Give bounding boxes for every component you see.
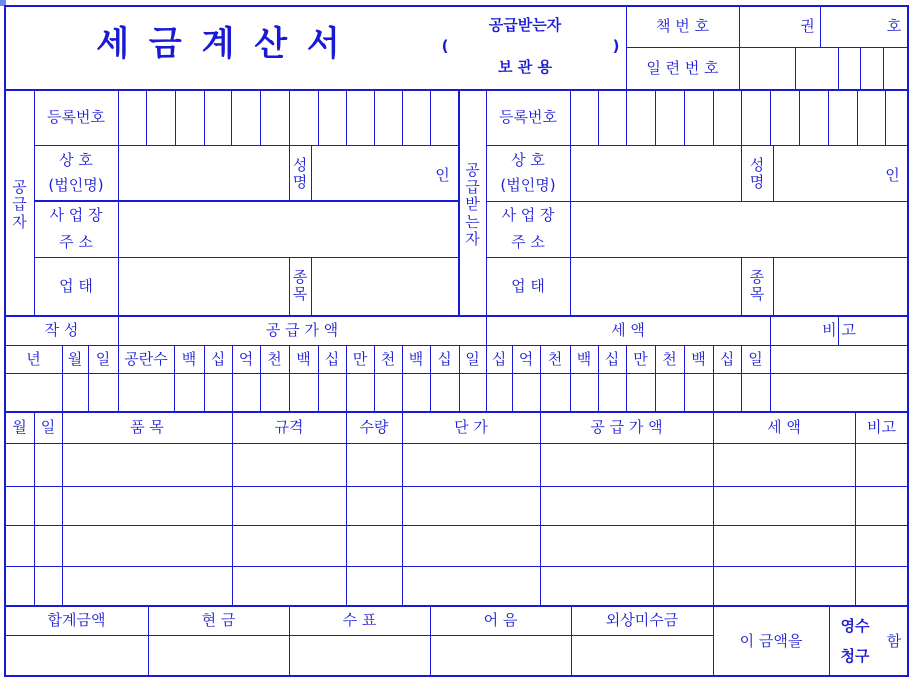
buyer-company-label-sub: (법인명): [500, 175, 556, 194]
column-line: [146, 90, 147, 145]
column-line: [204, 90, 205, 145]
item-header-5: 단 가: [454, 418, 488, 436]
buyer-address-label: 사 업 장: [501, 205, 555, 224]
supply-digit-2: 억: [238, 349, 254, 368]
supplier-company-label: 상 호: [59, 150, 93, 169]
total-header-3: 어 음: [483, 611, 518, 629]
rule-line: [34, 145, 459, 146]
supply-digit-0: 백: [181, 349, 197, 368]
date-col-1: 월: [67, 349, 83, 368]
item-header-8: 비고: [867, 418, 896, 436]
column-line: [713, 90, 714, 145]
item-header-0: 월: [12, 418, 27, 436]
outer-border-top: [4, 5, 909, 7]
column-line: [860, 47, 861, 90]
buyer-business-type-label: 업 태: [511, 277, 545, 295]
column-line: [883, 47, 884, 90]
tax-digit-0: 십: [491, 349, 507, 368]
supplier-business-item-label: 종 목: [292, 267, 308, 303]
tax-digit-7: 백: [691, 349, 706, 368]
column-line: [739, 6, 740, 90]
supply-digit-7: 천: [380, 349, 396, 368]
tax-digit-6: 천: [662, 349, 677, 368]
supplier-reg-no-label: 등록번호: [47, 108, 105, 126]
column-line: [231, 90, 232, 145]
receipt-label: 영수: [840, 616, 870, 635]
rule-line: [4, 566, 909, 567]
column-line: [346, 90, 347, 145]
item-header-7: 세 액: [767, 418, 801, 436]
rule-line: [486, 145, 909, 146]
column-line: [289, 90, 290, 145]
item-header-2: 품 목: [130, 418, 164, 436]
tax-digit-1: 억: [518, 349, 534, 368]
claim-label: 청구: [840, 646, 870, 665]
form-title: 세 금 계 산 서: [96, 24, 344, 64]
rule-line: [4, 373, 909, 374]
column-line: [118, 90, 119, 316]
supplier-name-label: 성 명: [292, 155, 308, 191]
column-line: [795, 47, 796, 90]
tax-digit-2: 천: [547, 349, 563, 368]
column-line: [374, 90, 375, 145]
supplier-address-label-sub: 주 소: [59, 232, 93, 251]
column-line: [741, 90, 742, 145]
column-line: [318, 90, 319, 145]
supply-digit-3: 천: [267, 349, 282, 368]
title-paren-open: (: [441, 36, 449, 55]
copy-type-bottom: 보 관 용: [498, 57, 552, 76]
buyer-company-label: 상 호: [511, 150, 545, 169]
column-line: [311, 257, 312, 316]
item-header-4: 수량: [359, 418, 389, 436]
buyer-seal-label: 인: [885, 165, 900, 184]
buyer-vertical-label: 공 급 받 는 자: [465, 160, 480, 248]
date-section-label: 작 성: [44, 321, 79, 339]
supply-digit-9: 십: [437, 349, 452, 368]
supplier-address-label: 사 업 장: [49, 205, 103, 224]
ham-label: 함: [886, 631, 902, 650]
column-line: [402, 90, 403, 145]
volume-label: 권: [800, 17, 815, 35]
column-line: [770, 90, 771, 145]
buyer-reg-no-label: 등록번호: [499, 108, 557, 126]
column-line: [857, 90, 858, 145]
header-bottom-line: [4, 89, 909, 91]
column-line: [626, 90, 627, 145]
column-line: [799, 90, 800, 145]
buyer-address-label-sub: 주 소: [511, 232, 545, 251]
column-line: [311, 145, 312, 201]
title-paren-close: ): [612, 36, 620, 55]
supplier-vertical-label: 공 급 자: [12, 178, 27, 231]
supplier-company-label-sub: (법인명): [48, 175, 104, 194]
supply-digit-8: 백: [408, 349, 424, 368]
buyer-business-item-label: 종 목: [749, 267, 765, 303]
column-line: [430, 90, 431, 145]
amount-phrase: 이 금액을: [739, 631, 803, 650]
column-line: [828, 90, 829, 145]
total-header-0: 합계금액: [47, 611, 106, 629]
supplier-business-type-label: 업 태: [59, 277, 93, 295]
supply-digit-4: 백: [296, 349, 311, 368]
item-header-1: 일: [40, 418, 56, 436]
tax-digit-5: 만: [633, 349, 648, 368]
rule-line: [4, 486, 909, 487]
column-line: [598, 90, 599, 145]
column-line: [820, 6, 821, 47]
supply-digit-5: 십: [324, 349, 340, 368]
rule-line: [4, 635, 713, 636]
column-line: [773, 145, 774, 201]
total-header-2: 수 표: [342, 611, 377, 629]
tax-digit-3: 백: [576, 349, 592, 368]
rule-line: [4, 443, 909, 444]
column-line: [773, 257, 774, 316]
column-line: [570, 90, 571, 316]
item-header-3: 규격: [274, 418, 304, 436]
buyer-name-label: 성 명: [749, 155, 765, 191]
supplier-seal-label: 인: [435, 165, 450, 184]
tax-digit-9: 일: [748, 349, 763, 368]
copy-type-top: 공급받는자: [488, 15, 562, 34]
column-line: [260, 90, 261, 145]
total-header-1: 현 금: [201, 611, 236, 629]
date-col-2: 일: [95, 349, 111, 368]
blank-count-label: 공란수: [124, 349, 168, 368]
column-line: [838, 47, 839, 90]
number-label: 호: [886, 17, 902, 35]
supply-amount-label: 공 급 가 액: [265, 321, 339, 339]
total-header-4: 외상미수금: [605, 611, 679, 629]
rule-line: [4, 525, 909, 526]
remarks-label: 비 고: [822, 321, 856, 339]
column-line: [175, 90, 176, 145]
column-line: [684, 90, 685, 145]
supply-digit-6: 만: [352, 349, 368, 368]
tax-amount-label: 세 액: [611, 321, 645, 339]
column-line: [885, 90, 886, 145]
item-header-6: 공 급 가 액: [590, 418, 663, 436]
book-number-label: 책 번 호: [655, 17, 709, 35]
date-col-0: 년: [26, 349, 41, 368]
tax-digit-4: 십: [604, 349, 620, 368]
tax-digit-8: 십: [719, 349, 735, 368]
supply-digit-10: 일: [465, 349, 480, 368]
column-line: [655, 90, 656, 145]
serial-number-label: 일 련 번 호: [646, 59, 719, 77]
supply-digit-1: 십: [210, 349, 226, 368]
